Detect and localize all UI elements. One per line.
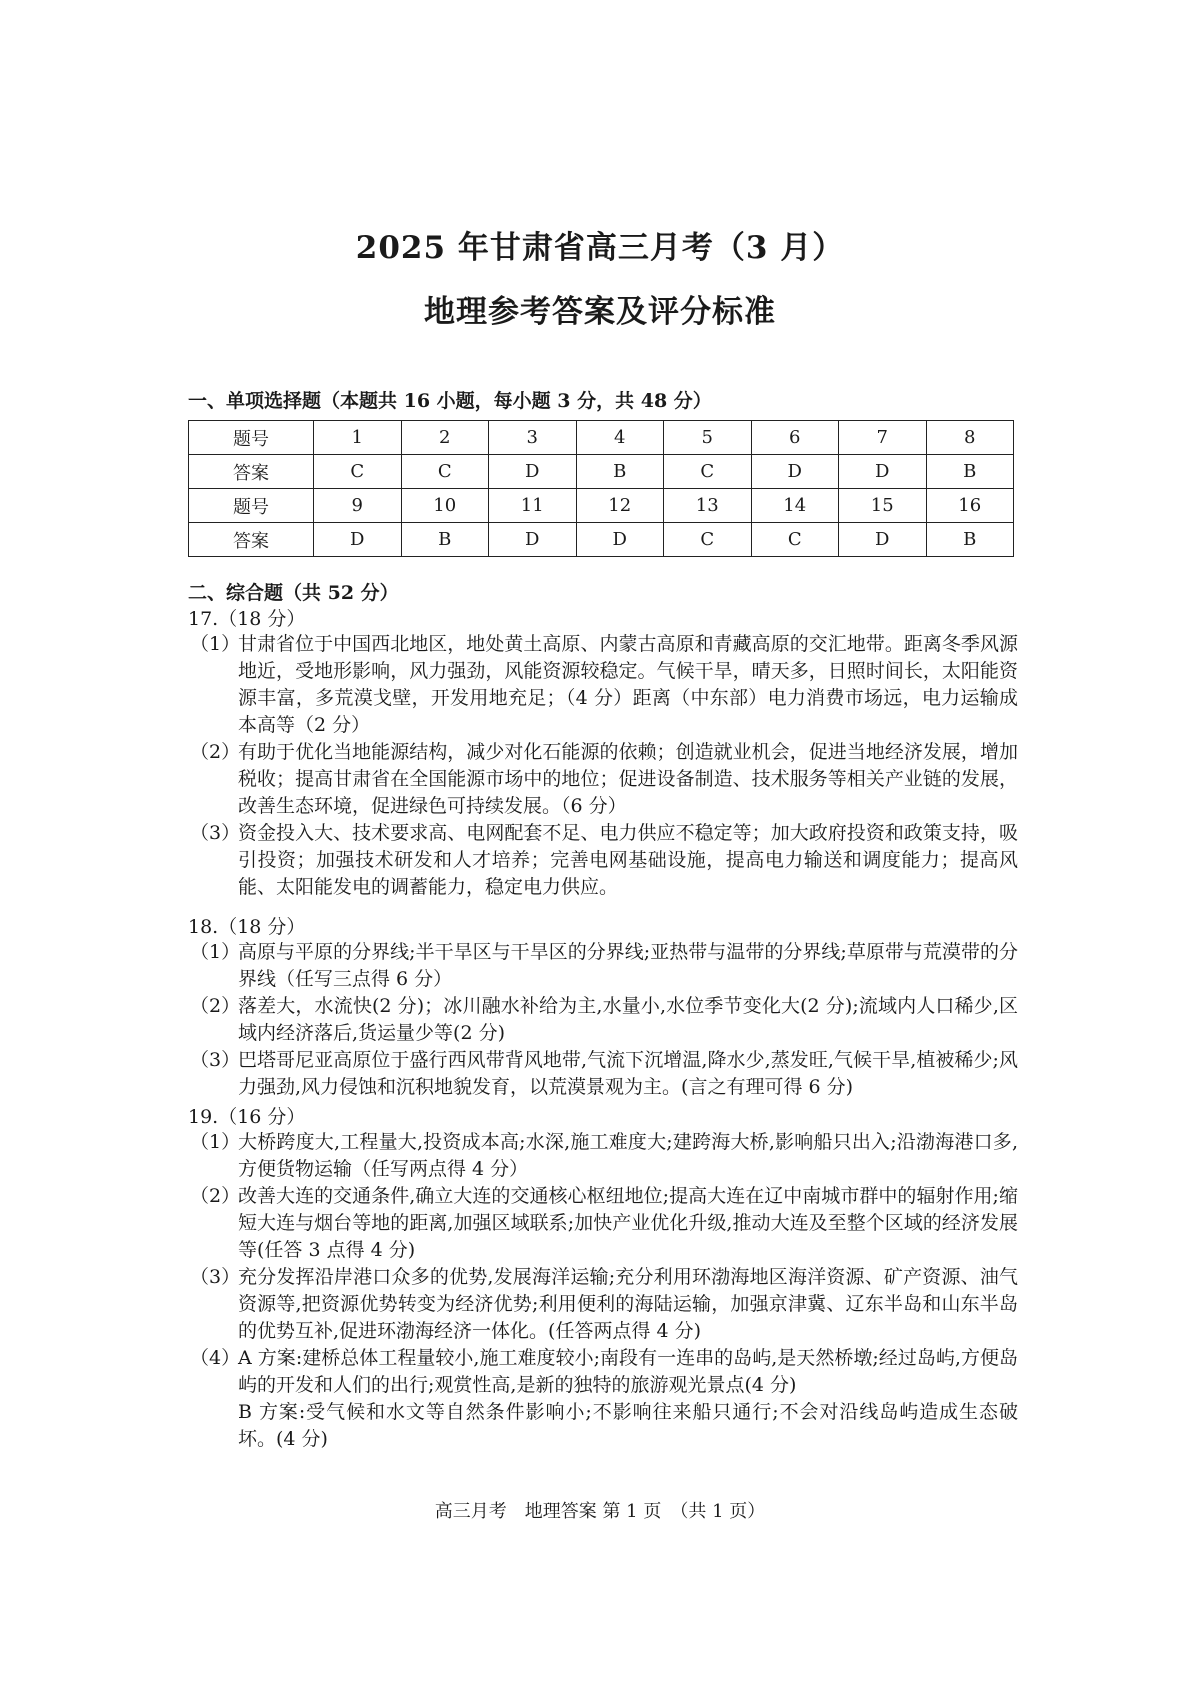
table-cell: D xyxy=(489,523,577,557)
item-text: 甘肃省位于中国西北地区，地处黄土高原、内蒙古高原和青藏高原的交汇地带。距离冬季风源地近，受地形影响，风力强劲，风能资源较稳定。气候干旱，晴天多，日照时间长，太阳能资源丰富，多荒漠戈壁，开发用地充足；（4 分）距离（中东部）电力消费市场远，电力运输成本高等（2 分） xyxy=(238,633,1018,736)
table-cell: 5 xyxy=(664,421,752,455)
table-cell: B xyxy=(401,523,489,557)
table-cell: 2 xyxy=(401,421,489,455)
table-cell: 7 xyxy=(839,421,927,455)
table-cell: D xyxy=(839,455,927,489)
item-text: 大桥跨度大,工程量大,投资成本高;水深,施工难度大;建跨海大桥,影响船只出入;沿渤海港口多,方便货物运输（任写两点得 4 分） xyxy=(238,1131,1018,1180)
q19-item-1 xyxy=(188,1129,1018,1183)
table-row-label: 题号 xyxy=(189,489,314,523)
item-number: （2） xyxy=(190,995,241,1017)
table-cell: B xyxy=(926,523,1014,557)
table-cell: D xyxy=(314,523,402,557)
table-cell: 16 xyxy=(926,489,1014,523)
q17-item-1 xyxy=(188,631,1018,739)
item-number: （3） xyxy=(190,822,241,844)
q19-item-4 xyxy=(188,1345,1018,1453)
table-cell: C xyxy=(664,455,752,489)
q18-answers xyxy=(188,939,1018,1101)
table-cell: D xyxy=(576,523,664,557)
table-cell: 4 xyxy=(576,421,664,455)
item-text: 有助于优化当地能源结构，减少对化石能源的依赖；创造就业机会，促进当地经济发展，增加税收；提高甘肃省在全国能源市场中的地位；促进设备制造、技术服务等相关产业链的发展，改善生态环境，促进绿色可持续发展。（6 分） xyxy=(238,741,1018,817)
table-cell: D xyxy=(839,523,927,557)
table-cell: 3 xyxy=(489,421,577,455)
q17-answers xyxy=(188,631,1018,901)
q17-item-3 xyxy=(188,820,1018,901)
table-row-answers-2 xyxy=(189,523,1014,557)
table-cell: D xyxy=(751,455,839,489)
item-number: （2） xyxy=(190,741,241,763)
page-footer: 高三月考 地理答案 第 1 页 （共 1 页） xyxy=(434,1501,766,1522)
table-cell: C xyxy=(751,523,839,557)
table-cell: 6 xyxy=(751,421,839,455)
table-cell: B xyxy=(576,455,664,489)
table-cell: 9 xyxy=(314,489,402,523)
item-number: （4） xyxy=(190,1347,241,1369)
table-cell: B xyxy=(926,455,1014,489)
item-text: 巴塔哥尼亚高原位于盛行西风带背风地带,气流下沉增温,降水少,蒸发旺,气候干旱,植被稀少;风力强劲,风力侵蚀和沉积地貌发育，以荒漠景观为主。(言之有理可得 6 分) xyxy=(238,1049,1018,1098)
page-subtitle: 地理参考答案及评分标准 xyxy=(424,294,776,330)
item-text: 改善大连的交通条件,确立大连的交通核心枢纽地位;提高大连在辽中南城市群中的辐射作用;缩短大连与烟台等地的距离,加强区域联系;加快产业优化升级,推动大连及至整个区域的经济发展等(任答 3 点得 4 分) xyxy=(238,1185,1018,1261)
table-cell: 10 xyxy=(401,489,489,523)
table-row-numbers-2 xyxy=(189,489,1014,523)
item-text: 高原与平原的分界线;半干旱区与干旱区的分界线;亚热带与温带的分界线;草原带与荒漠带的分界线（任写三点得 6 分） xyxy=(238,941,1018,990)
item-text: 落差大，水流快(2 分)；冰川融水补给为主,水量小,水位季节变化大(2 分);流域内人口稀少,区域内经济落后,货运量少等(2 分) xyxy=(238,995,1018,1044)
item-text: 充分发挥沿岸港口众多的优势,发展海洋运输;充分利用环渤海地区海洋资源、矿产资源、油气资源等,把资源优势转变为经济优势;利用便利的海陆运输，加强京津冀、辽东半岛和山东半岛的优势互补,促进环渤海经济一体化。(任答两点得 4 分) xyxy=(238,1266,1018,1342)
q18-item-1 xyxy=(188,939,1018,993)
table-cell: 14 xyxy=(751,489,839,523)
q18-heading: 18.（18 分） xyxy=(188,916,306,938)
table-cell: 13 xyxy=(664,489,752,523)
table-row-numbers-1 xyxy=(189,421,1014,455)
table-cell: 8 xyxy=(926,421,1014,455)
q18-item-3 xyxy=(188,1047,1018,1101)
q19-item-2 xyxy=(188,1183,1018,1264)
item-number: （3） xyxy=(190,1266,241,1288)
q17-item-2 xyxy=(188,739,1018,820)
table-cell: 12 xyxy=(576,489,664,523)
item-text-b: B 方案:受气候和水文等自然条件影响小;不影响往来船只通行;不会对沿线岛屿造成生态破坏。(4 分) xyxy=(238,1401,1018,1450)
table-row-label: 答案 xyxy=(189,455,314,489)
item-number: （1） xyxy=(190,633,241,655)
q19-answers xyxy=(188,1129,1018,1453)
table-row-label: 题号 xyxy=(189,421,314,455)
q17-heading: 17.（18 分） xyxy=(188,608,306,630)
table-cell: C xyxy=(401,455,489,489)
item-number: （1） xyxy=(190,941,241,963)
section2-heading: 二、综合题（共 52 分） xyxy=(188,582,399,604)
table-cell: D xyxy=(489,455,577,489)
table-cell: 15 xyxy=(839,489,927,523)
section1-heading: 一、单项选择题（本题共 16 小题，每小题 3 分，共 48 分） xyxy=(188,390,712,412)
table-cell: 11 xyxy=(489,489,577,523)
table-cell: C xyxy=(314,455,402,489)
q18-item-2 xyxy=(188,993,1018,1047)
item-number: （1） xyxy=(190,1131,241,1153)
page-title: 2025 年甘肃省高三月考（3 月） xyxy=(355,230,845,266)
item-text-a: A 方案:建桥总体工程量较小,施工难度较小;南段有一连串的岛屿,是天然桥墩;经过岛屿,方便岛屿的开发和人们的出行;观赏性高,是新的独特的旅游观光景点(4 分) xyxy=(238,1347,1018,1396)
answer-table xyxy=(188,420,1014,557)
table-row-label: 答案 xyxy=(189,523,314,557)
table-cell: 1 xyxy=(314,421,402,455)
table-row-answers-1 xyxy=(189,455,1014,489)
q19-heading: 19.（16 分） xyxy=(188,1106,306,1128)
item-number: （3） xyxy=(190,1049,241,1071)
item-text: 资金投入大、技术要求高、电网配套不足、电力供应不稳定等；加大政府投资和政策支持，吸引投资；加强技术研发和人才培养；完善电网基础设施，提高电力输送和调度能力；提高风能、太阳能发电的调蓄能力，稳定电力供应。 xyxy=(238,822,1018,898)
item-number: （2） xyxy=(190,1185,241,1207)
table-cell: C xyxy=(664,523,752,557)
q19-item-3 xyxy=(188,1264,1018,1345)
